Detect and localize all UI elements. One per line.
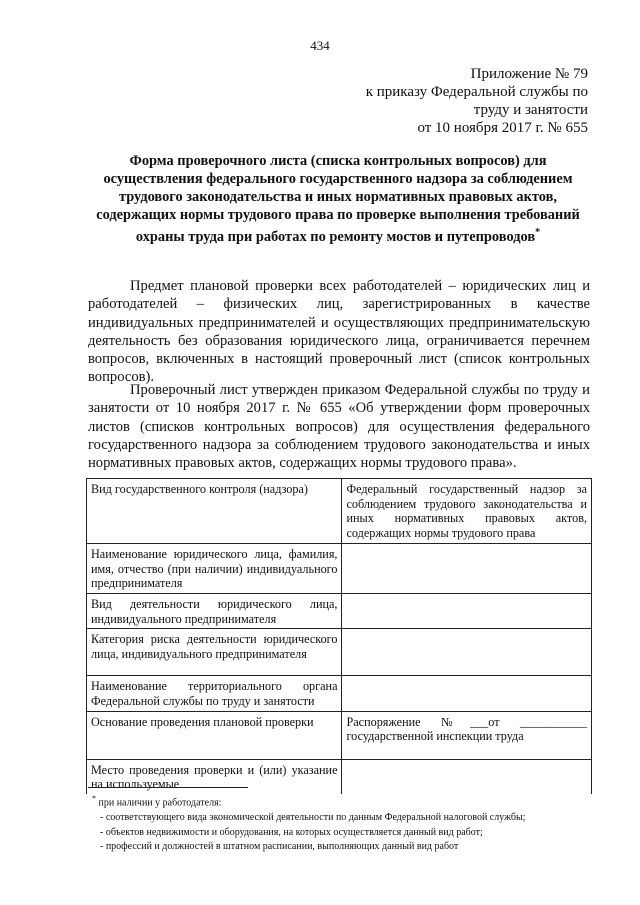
page-number: 434 (310, 38, 330, 53)
appendix-number: Приложение № 79 (470, 66, 588, 82)
entity-name-field[interactable] (342, 543, 592, 593)
inspection-place-field[interactable] (342, 759, 592, 794)
footnote-mark: * (92, 794, 96, 803)
checklist-header-table (86, 478, 592, 794)
paragraph-approval-basis: Проверочный лист утвержден приказом Федеральной службы по труду и занятости от 10 ноября 2017 г. № 655 «Об утверждении форм проверочных листов (списков контрольных вопросов) для осуществления федерального государственного надзора за соблюдением трудового законодательства и иных нормативных правовых актов, содержащих нормы трудового права». (88, 382, 590, 472)
appendix-header (328, 65, 588, 137)
table-row (87, 759, 592, 794)
title-footnote-mark: * (535, 227, 541, 238)
appendix-order-line: к приказу Федеральной службы по (365, 84, 588, 100)
paragraph-inspection-subject: Предмет плановой проверки всех работодателей – юридических лиц и работодателей – физических лиц, зарегистрированных в качестве индивидуальных предпринимателей и осуществляющих предпринимательскую деятельность без образования юридического лица, ограничивается перечнем вопросов, включенных в настоящий проверочный лист (список контрольных вопросов). (88, 278, 590, 386)
activity-type-field[interactable] (342, 593, 592, 628)
appendix-agency-line: труду и занятости (473, 102, 588, 118)
activity-type-label: Вид деятельности юридического лица, индивидуального предпринимателя (87, 593, 342, 628)
document-title-text: Форма проверочного листа (списка контрольных вопросов) для осуществления федерального государственного надзора за соблюдением трудового законодательства и иных нормативных правовых актов, содержащих нормы трудового права по проверке выполнения требований охраны труда при работах по ремонту мостов и путепроводов (96, 153, 580, 245)
document-title (88, 152, 588, 246)
table-row (87, 543, 592, 593)
inspection-basis-label: Основание проведения плановой проверки (87, 711, 342, 759)
risk-category-label: Категория риска деятельности юридического лица, индивидуального предпринимателя (87, 629, 342, 676)
appendix-date-line: от 10 ноября 2017 г. № 655 (417, 120, 588, 136)
control-type-value: Федеральный государственный надзор за соблюдением трудового законодательства и иных нормативных правовых актов, содержащих нормы трудового права (342, 479, 592, 544)
footnote-divider (88, 787, 248, 788)
territorial-body-label: Наименование территориального органа Федеральной службы по труду и занятости (87, 676, 342, 711)
footnote-item: - объектов недвижимости и оборудования, на которых осуществляется данный вид работ; (100, 826, 483, 838)
table-row (87, 711, 592, 759)
risk-category-field[interactable] (342, 629, 592, 676)
territorial-body-field[interactable] (342, 676, 592, 711)
footnote-intro: * при наличии у работодателя: (92, 794, 222, 809)
inspection-basis-value: Распоряжение №___от ___________ государственной инспекции труда (342, 711, 592, 759)
entity-name-label: Наименование юридического лица, фамилия, имя, отчество (при наличии) индивидуального предпринимателя (87, 543, 342, 593)
control-type-label: Вид государственного контроля (надзора) (87, 479, 342, 544)
table-row (87, 629, 592, 676)
footnote-item: - соответствующего вида экономической деятельности по данным Федеральной налоговой службы; (100, 811, 526, 823)
table-row (87, 593, 592, 628)
footnote-item: - профессий и должностей в штатном расписании, выполняющих данный вид работ (100, 841, 459, 853)
inspection-place-label: Место проведения проверки и (или) указание на используемые (87, 759, 342, 794)
table-row (87, 676, 592, 711)
table-row (87, 479, 592, 544)
footnotes (92, 792, 592, 855)
